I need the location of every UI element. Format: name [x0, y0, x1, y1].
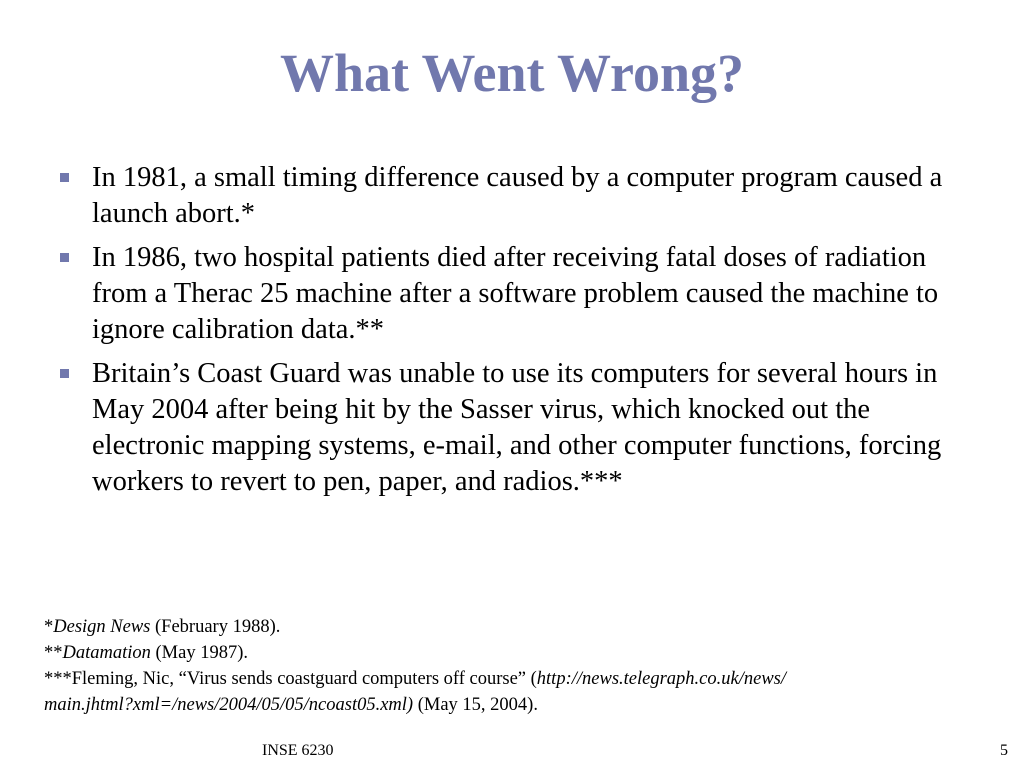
bullet-text: Britain’s Coast Guard was unable to use its computers for several hours in May 2004 after being hit by the Sasser virus, which knocked out the electronic mapping systems, e-mail, and other computer functions, forcing workers to revert to pen, paper, and radios.***	[92, 358, 942, 497]
bullet-text: In 1986, two hospital patients died after receiving fatal doses of radiation from a Therac 25 machine after a software problem caused the machine to ignore calibration data.**	[92, 242, 939, 345]
bullet-item	[56, 356, 976, 500]
footnote-2	[44, 640, 994, 666]
footnote-date: (February 1988).	[150, 617, 281, 637]
footnote-text: ***Fleming, Nic, “Virus sends coastguard computers off course” (	[44, 669, 537, 689]
footer-course: INSE 6230	[262, 742, 334, 759]
square-bullet-icon	[60, 369, 69, 378]
footnote-url: main.jhtml?xml=/news/2004/05/05/ncoast05.xml)	[44, 695, 414, 715]
footnote-url: http://news.telegraph.co.uk/news/	[536, 669, 786, 689]
square-bullet-icon	[60, 173, 69, 182]
bullet-item	[56, 160, 976, 232]
footnote-marker: *	[44, 617, 54, 637]
footnote-date: (May 1987).	[150, 643, 248, 663]
bullet-text: In 1981, a small timing difference caused by a computer program caused a launch abort.*	[92, 162, 943, 229]
footnote-date: (May 15, 2004).	[413, 695, 538, 715]
footnotes	[44, 614, 994, 718]
page-number: 5	[1000, 742, 1008, 759]
footnote-marker: **	[44, 643, 63, 663]
footnote-source: Design News	[53, 617, 151, 637]
bullet-list	[56, 160, 976, 508]
square-bullet-icon	[60, 253, 69, 262]
footnote-3-continued	[44, 692, 994, 718]
slide-title: What Went Wrong?	[279, 43, 745, 103]
footnote-source: Datamation	[62, 643, 151, 663]
footnote-1	[44, 614, 994, 640]
footnote-3	[44, 666, 994, 692]
bullet-item	[56, 240, 976, 348]
